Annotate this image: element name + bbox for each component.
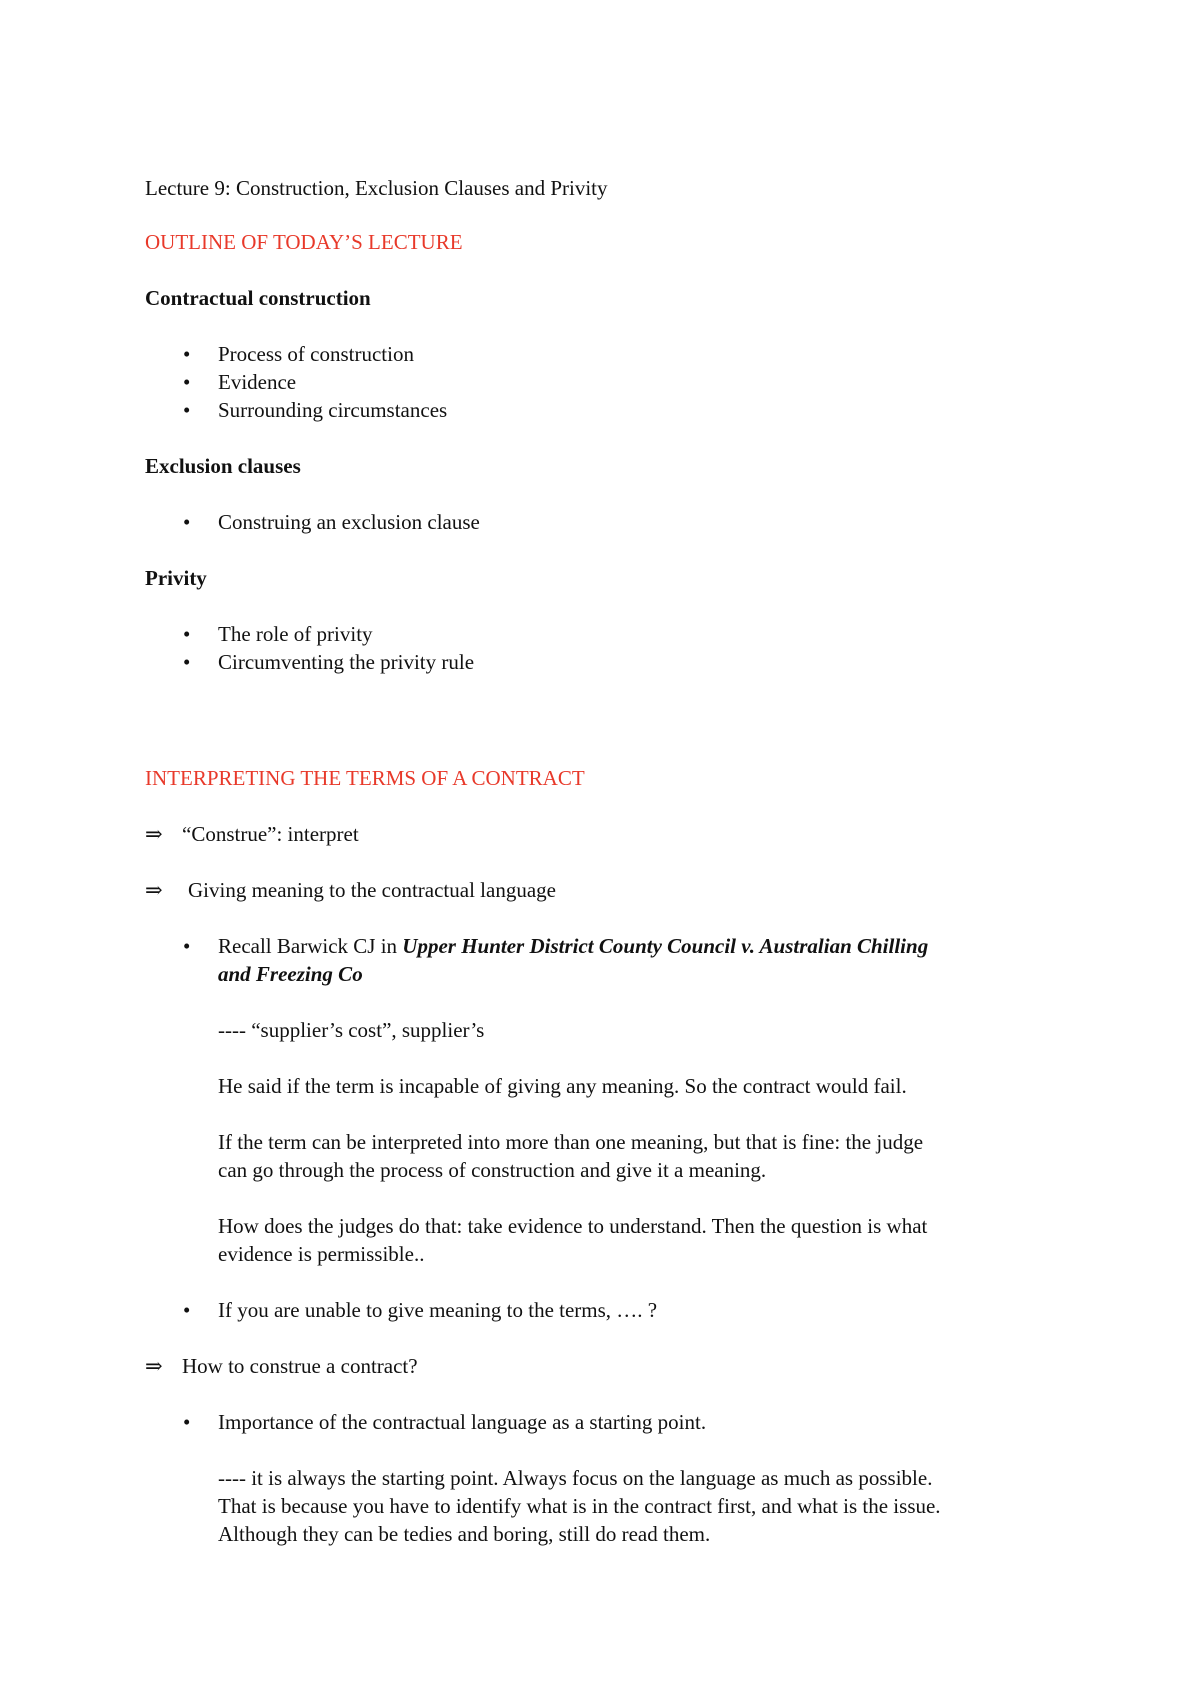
list-item-label: The role of privity [218, 622, 373, 646]
note-interpreted-line1: If the term can be interpreted into more than one meaning, but that is fine: the judge [218, 1130, 924, 1154]
note-starting-point-line3: Although they can be tedies and boring, still do read them. [218, 1522, 711, 1546]
arrow-icon: ⇒ [145, 822, 163, 846]
bullet-icon: • [183, 1410, 191, 1434]
arrow-item-giving-meaning [145, 876, 556, 904]
list-item-label: Evidence [218, 370, 297, 394]
case-name-line2: and Freezing Co [218, 962, 363, 986]
list-item-label: Importance of the contractual language as a starting point. [218, 1410, 707, 1434]
bullet-icon: • [183, 342, 191, 366]
arrow-item-label: Giving meaning to the contractual language [188, 878, 556, 902]
list-item-label: Surrounding circumstances [218, 398, 448, 422]
bullet-icon: • [183, 650, 191, 674]
bullet-icon: • [183, 370, 191, 394]
bullet-icon: • [183, 622, 191, 646]
bullet-icon: • [183, 934, 191, 958]
case-name-line1: Upper Hunter District County Council v. Australian Chilling [402, 934, 929, 958]
note-supplier-cost: ---- “supplier’s cost”, supplier’s [218, 1018, 485, 1042]
bullet-icon: • [183, 510, 191, 534]
list-item-label: Process of construction [218, 342, 414, 366]
recall-prefix: Recall Barwick CJ in [218, 934, 403, 958]
section-heading-privity: Privity [145, 566, 207, 590]
note-starting-point-line2: That is because you have to identify what is in the contract first, and what is the issue. [218, 1494, 941, 1518]
arrow-icon: ⇒ [145, 878, 163, 902]
note-evidence-line1: How does the judges do that: take evidence to understand. Then the question is what [218, 1214, 928, 1238]
list-item-label: Circumventing the privity rule [218, 650, 475, 674]
outline-heading: OUTLINE OF TODAY’S LECTURE [145, 230, 463, 254]
note-starting-point-line1: ---- it is always the starting point. Always focus on the language as much as possible. [218, 1466, 933, 1490]
note-interpreted-line2: can go through the process of construction and give it a meaning. [218, 1158, 767, 1182]
recall-text [218, 932, 928, 960]
arrow-icon: ⇒ [145, 1354, 163, 1378]
list-item-label: Construing an exclusion clause [218, 510, 480, 534]
arrow-item-construe [145, 820, 359, 848]
note-incapable: He said if the term is incapable of giving any meaning. So the contract would fail. [218, 1074, 907, 1098]
section-heading-exclusion: Exclusion clauses [145, 454, 301, 478]
arrow-item-label: “Construe”: interpret [182, 822, 359, 846]
section-heading-construction: Contractual construction [145, 286, 371, 310]
arrow-item-label: How to construe a contract? [182, 1354, 418, 1378]
arrow-item-how-to-construe [145, 1352, 418, 1380]
interpreting-heading: INTERPRETING THE TERMS OF A CONTRACT [145, 766, 585, 790]
bullet-icon: • [183, 398, 191, 422]
list-item-label: If you are unable to give meaning to the terms, …. ? [218, 1298, 658, 1322]
note-evidence-line2: evidence is permissible.. [218, 1242, 425, 1266]
bullet-icon: • [183, 1298, 191, 1322]
lecture-title: Lecture 9: Construction, Exclusion Clauses and Privity [145, 176, 608, 200]
